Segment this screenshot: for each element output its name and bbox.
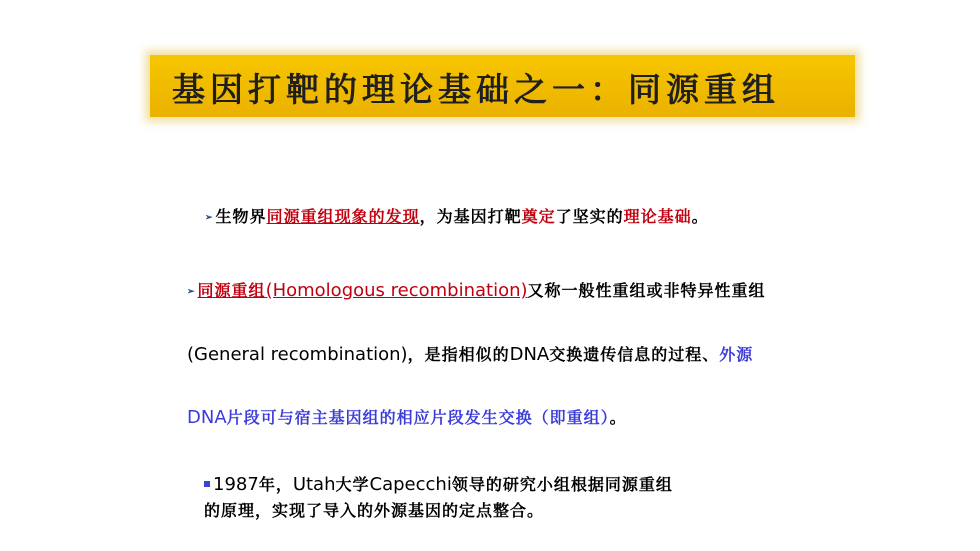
paragraph-4: DNA片段可与宿主基因组的相应片段发生交换（即重组）。 xyxy=(187,407,627,428)
paragraph-1: ➢ 生物界同源重组现象的发现，为基因打靶奠定了坚实的理论基础。 xyxy=(205,207,709,226)
slide-title: 基因打靶的理论基础之一：同源重组 xyxy=(172,70,780,109)
paragraph-3: (General recombination)，是指相似的DNA交换遗传信息的过程、外源 xyxy=(187,344,754,365)
arrow-bullet-icon: ➢ xyxy=(187,287,196,297)
paragraph-2: ➢ 同源重组(Homologous recombination)又称一般性重组或非特异性重组 xyxy=(187,280,766,301)
arrow-bullet-icon: ➢ xyxy=(205,213,214,223)
highlight-discovery: 同源重组现象的发现 xyxy=(266,207,420,226)
title-banner xyxy=(150,55,855,117)
square-bullet-icon xyxy=(204,481,210,487)
paragraph-5: 1987年，Utah大学Capecchi领导的研究小组根据同源重组 的原理，实现了导入的外源基因的定点整合。 xyxy=(204,474,673,520)
